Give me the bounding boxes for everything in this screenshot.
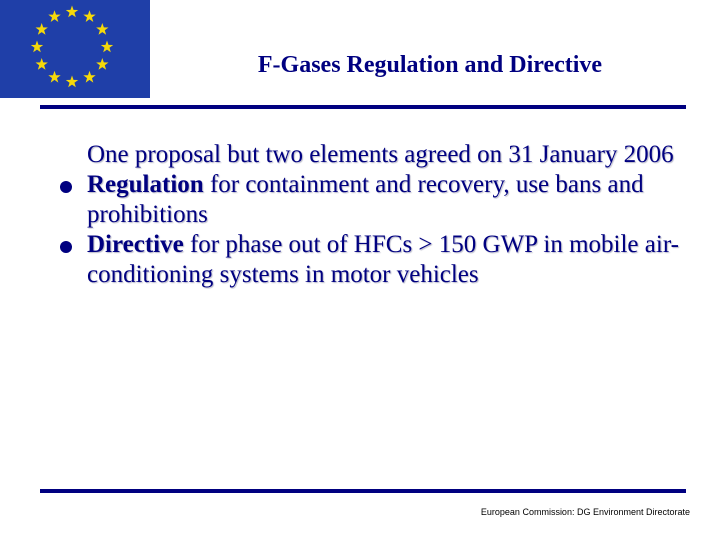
bullet-icon	[60, 181, 72, 193]
star-icon	[66, 76, 78, 88]
bullet-item-directive	[60, 230, 680, 290]
star-icon	[48, 10, 60, 22]
eu-flag-icon	[0, 0, 150, 98]
star-icon	[48, 71, 60, 83]
star-icon	[101, 41, 113, 53]
star-icon	[96, 58, 108, 70]
bullet-term: Directive	[87, 231, 184, 258]
slide-body	[60, 140, 680, 290]
title-divider	[40, 105, 686, 109]
bullet-text: for containment and recovery, use bans and prohibitions	[87, 171, 644, 228]
bullet-icon	[60, 241, 72, 253]
footer-text: European Commission: DG Environment Directorate	[480, 507, 690, 517]
star-icon	[96, 23, 108, 35]
star-icon	[31, 41, 43, 53]
star-icon	[66, 6, 78, 18]
intro-text: One proposal but two elements agreed on 31 January 2006	[87, 141, 674, 168]
star-icon	[83, 71, 95, 83]
footer-divider	[40, 489, 686, 493]
bullet-text: for phase out of HFCs > 150 GWP in mobile air-conditioning systems in motor vehicles	[87, 231, 679, 288]
bullet-item-regulation	[60, 170, 680, 230]
star-icon	[36, 58, 48, 70]
star-icon	[83, 10, 95, 22]
star-icon	[36, 23, 48, 35]
slide-title: F-Gases Regulation and Directive	[257, 52, 603, 78]
bullet-term: Regulation	[87, 171, 204, 198]
